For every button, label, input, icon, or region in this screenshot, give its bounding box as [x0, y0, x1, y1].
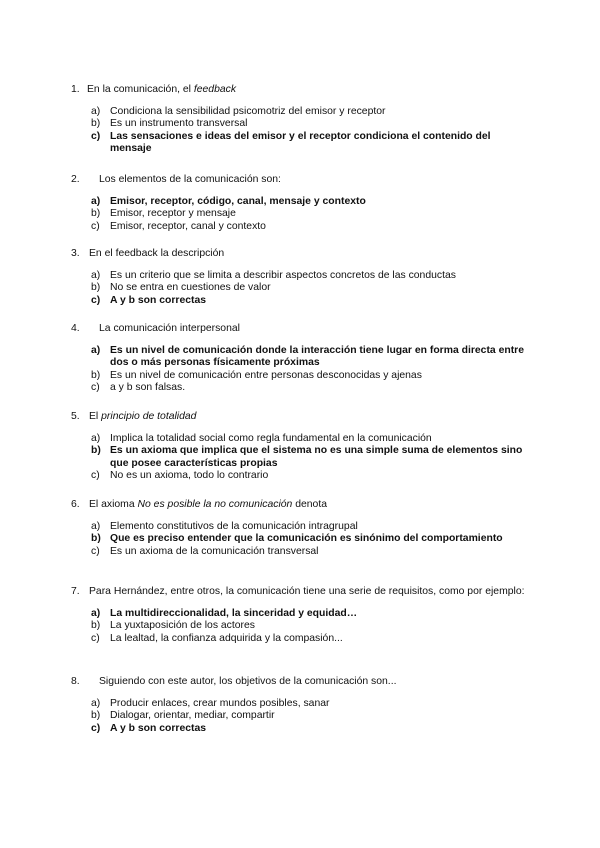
answer-option: c) La lealtad, la confianza adquirida y la compasión... — [91, 632, 343, 644]
answer-option-correct: b) Que es preciso entender que la comunicación es sinónimo del comportamiento — [91, 533, 503, 545]
question-1 — [71, 84, 531, 156]
answer-option: b) Es un nivel de comunicación entre personas desconocidas y ajenas — [91, 369, 422, 381]
answer-option: a) Producir enlaces, crear mundos posibles, sanar — [91, 697, 330, 709]
answer-option: a) Es un criterio que se limita a describir aspectos concretos de las conductas — [91, 269, 456, 281]
answer-option-correct: c) A y b son correctas — [91, 722, 207, 734]
answer-option: b) La yuxtaposición de los actores — [91, 620, 255, 632]
question-number: 7. — [71, 586, 80, 597]
answer-option: a) Elemento constitutivos de la comunicación intragrupal — [91, 520, 358, 532]
question-title — [71, 323, 531, 336]
answer-option-correct: a) La multidireccionalidad, la sinceridad y equidad… — [91, 607, 358, 619]
question-number: 8. — [71, 676, 80, 687]
question-3 — [71, 248, 531, 307]
question-5 — [71, 411, 531, 483]
answer-option: a) Implica la totalidad social como regla fundamental en la comunicación — [91, 432, 432, 444]
question-title — [71, 84, 531, 97]
answer-option-correct: c) Las sensaciones e ideas del emisor y el receptor condiciona el contenido del mensaje — [91, 130, 491, 155]
question-title — [71, 411, 531, 424]
answer-option-correct: c) A y b son correctas — [91, 294, 207, 306]
question-number: 3. — [71, 248, 80, 259]
question-number: 2. — [71, 174, 80, 185]
answer-option: b) Emisor, receptor y mensaje — [91, 208, 236, 220]
answer-option: c) Es un axioma de la comunicación transversal — [91, 545, 319, 557]
question-text: Los elementos de la comunicación son: — [99, 174, 281, 185]
answer-option-correct: b) Es un axioma que implica que el sistema no es una simple suma de elementos sino que posee características propias — [91, 445, 523, 469]
question-text: La comunicación interpersonal — [99, 323, 240, 334]
answer-option-correct: a) Emisor, receptor, código, canal, mensaje y contexto — [91, 195, 366, 207]
question-text: El axioma No es posible la no comunicación denota — [89, 499, 327, 510]
answer-option: c) No es un axioma, todo lo contrario — [91, 470, 269, 482]
question-title — [71, 248, 531, 261]
question-title — [71, 499, 531, 512]
question-2 — [71, 174, 531, 233]
question-6 — [71, 499, 531, 558]
answer-option: b) Dialogar, orientar, mediar, compartir — [91, 710, 275, 722]
answer-option-correct: a) Es un nivel de comunicación donde la interacción tiene lugar en forma directa entre dos o más personas físicamente próximas — [91, 344, 524, 369]
answer-option: b) No se entra en cuestiones de valor — [91, 282, 271, 294]
question-number: 1. — [71, 84, 80, 95]
question-4 — [71, 323, 531, 395]
question-title — [71, 174, 531, 187]
answer-option: c) a y b son falsas. — [91, 382, 186, 394]
question-number: 6. — [71, 499, 80, 510]
question-8 — [71, 676, 531, 735]
question-text: Siguiendo con este autor, los objetivos de la comunicación son... — [99, 676, 397, 687]
question-number: 5. — [71, 411, 80, 422]
answer-option: c) Emisor, receptor, canal y contexto — [91, 220, 266, 232]
question-text: En la comunicación, el feedback — [87, 84, 237, 95]
question-text: En el feedback la descripción — [89, 248, 225, 259]
answer-option: a) Condiciona la sensibilidad psicomotriz del emisor y receptor — [91, 105, 386, 117]
answer-option: b) Es un instrumento transversal — [91, 118, 248, 130]
question-text: El principio de totalidad — [89, 411, 197, 422]
question-title — [71, 586, 531, 599]
question-number: 4. — [71, 323, 80, 334]
question-7 — [71, 586, 531, 645]
question-text: Para Hernández, entre otros, la comunicación tiene una serie de requisitos, como por ejemplo: — [89, 586, 525, 597]
question-title — [71, 676, 531, 689]
